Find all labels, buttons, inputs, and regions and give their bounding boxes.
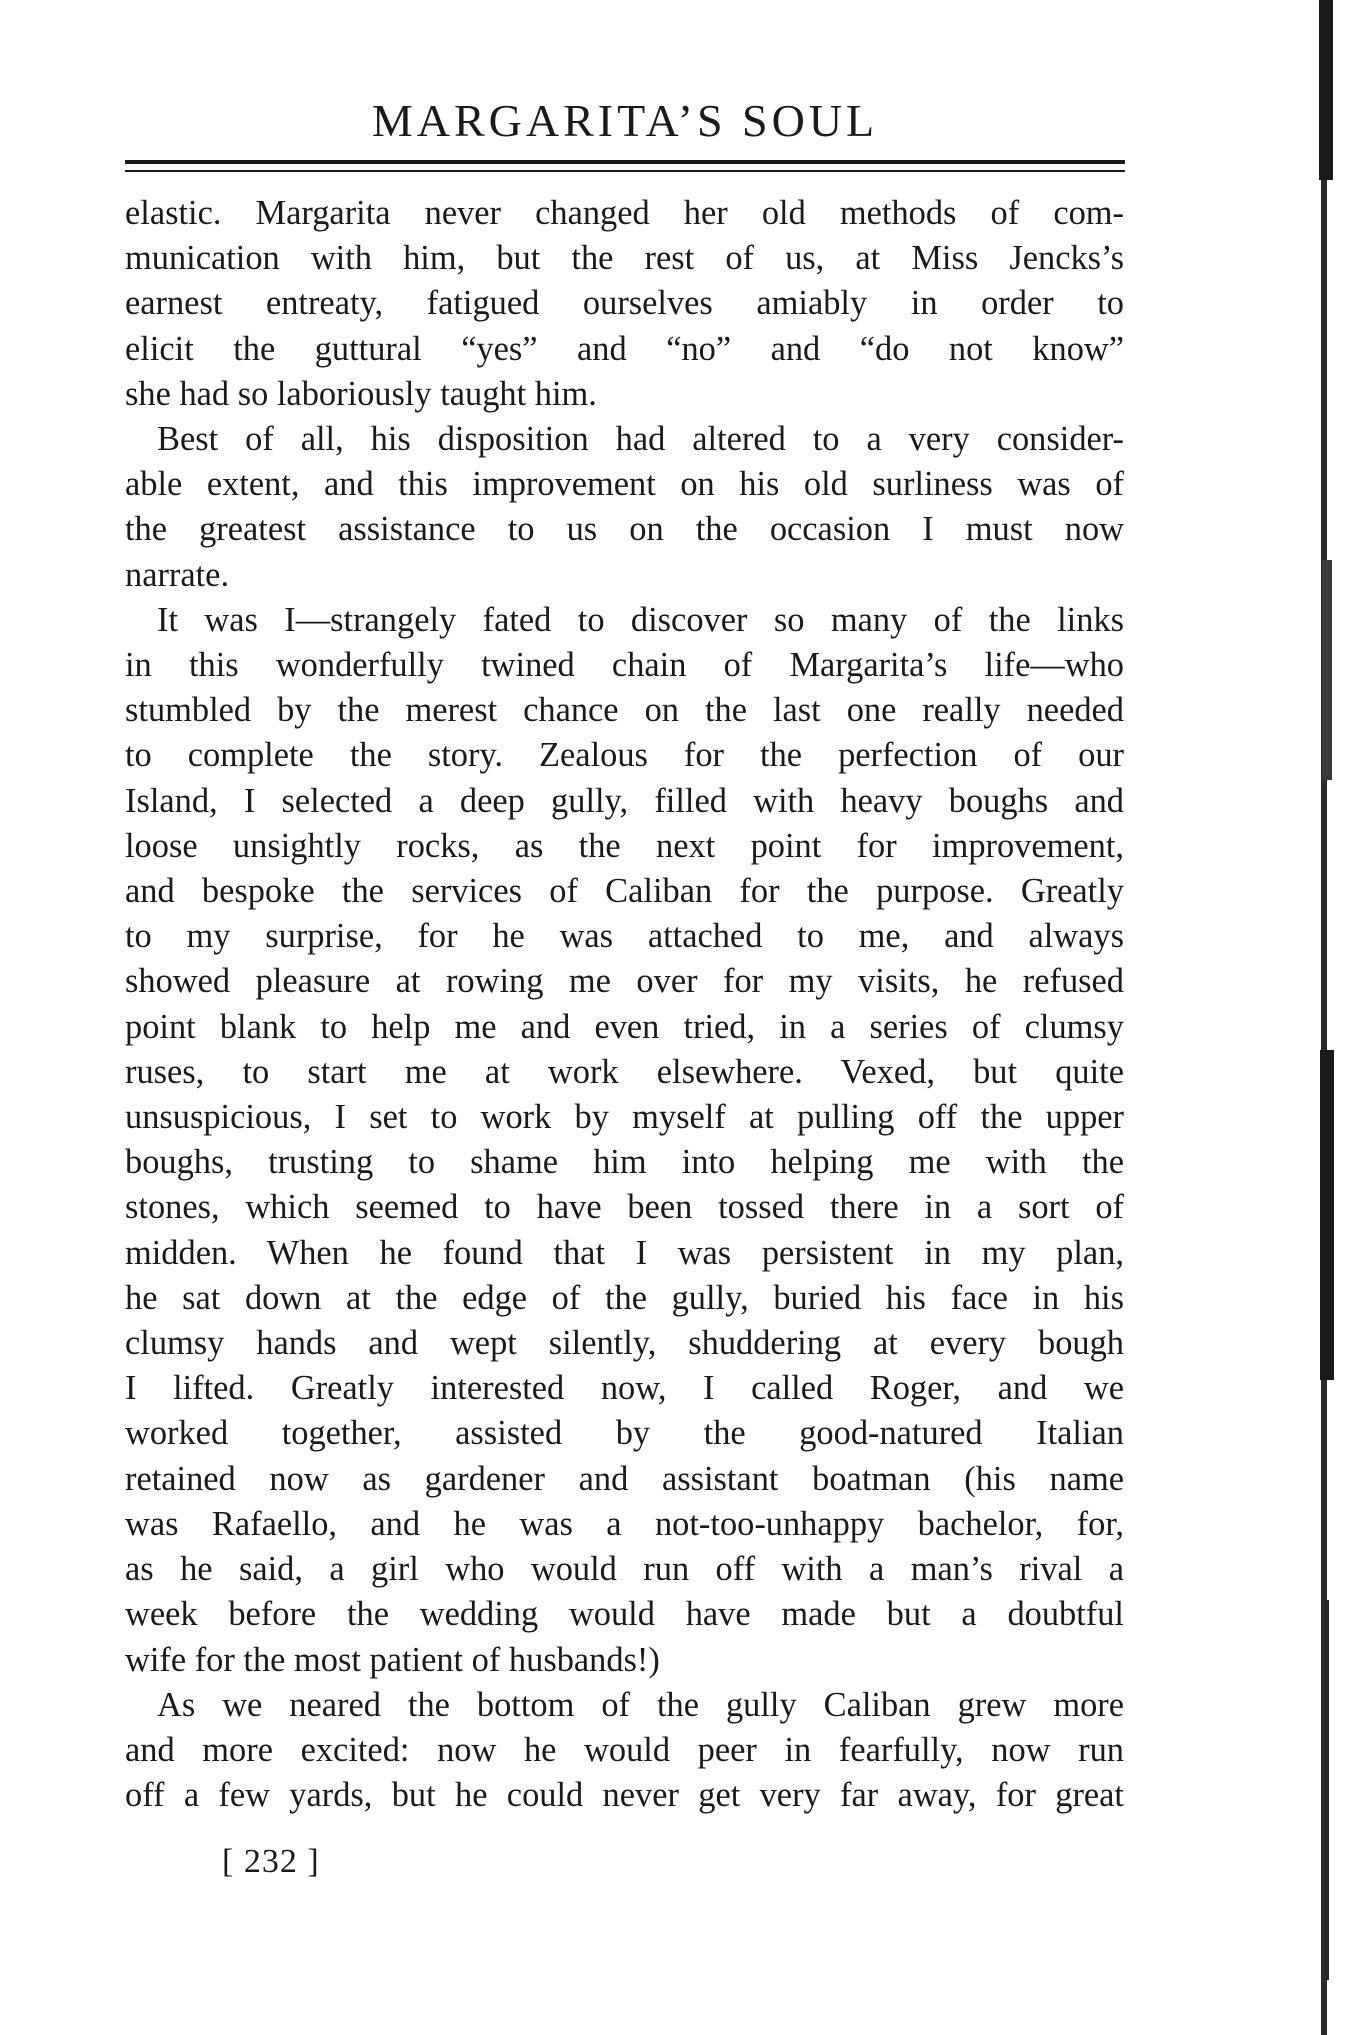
text-line: to complete the story. Zealous for the perfection of our <box>125 736 1124 775</box>
text-line: midden. When he found that I was persistent in my plan, <box>125 1233 1124 1272</box>
text-line: elastic. Margarita never changed her old methods of com- <box>125 194 1124 232</box>
text-line: narrate. <box>125 555 230 594</box>
text-line: stumbled by the merest chance on the last one really needed <box>125 691 1124 730</box>
text-line: Best of all, his disposition had altered to a very consider- <box>157 420 1124 459</box>
text-line: unsuspicious, I set to work by myself at pulling off the upper <box>125 1098 1124 1137</box>
paragraph <box>125 417 1124 598</box>
text-line: was Rafaello, and he was a not-too-unhappy bachelor, for, <box>125 1504 1124 1543</box>
text-line: loose unsightly rocks, as the next point for improvement, <box>125 826 1124 865</box>
text-line: worked together, assisted by the good-natured Italian <box>125 1414 1124 1453</box>
binding-edge-shadow <box>1315 0 1359 2035</box>
text-line: he sat down at the edge of the gully, buried his face in his <box>125 1278 1124 1317</box>
text-line: the greatest assistance to us on the occasion I must now <box>125 510 1124 549</box>
text-line: elicit the guttural “yes” and “no” and “do not know” <box>125 329 1124 368</box>
text-line: point blank to help me and even tried, in a series of clumsy <box>125 1007 1124 1046</box>
body-text <box>125 191 1124 1818</box>
text-line: off a few yards, but he could never get very far away, for great <box>125 1776 1124 1815</box>
text-line: and bespoke the services of Caliban for the purpose. Greatly <box>125 872 1124 911</box>
text-line: clumsy hands and wept silently, shuddering at every bough <box>125 1324 1124 1363</box>
text-line: in this wonderfully twined chain of Margarita’s life—who <box>125 646 1124 685</box>
text-line: retained now as gardener and assistant boatman (his name <box>125 1459 1124 1498</box>
header-rule-thick <box>125 160 1125 164</box>
text-line: showed pleasure at rowing me over for my visits, he refused <box>125 962 1124 1001</box>
text-line: she had so laboriously taught him. <box>125 374 597 413</box>
paragraph <box>125 191 1124 417</box>
text-line: able extent, and this improvement on his old surliness was of <box>125 465 1124 504</box>
text-line: I lifted. Greatly interested now, I called Roger, and we <box>125 1369 1124 1408</box>
text-line: It was I—strangely fated to discover so many of the links <box>157 600 1124 639</box>
text-line: ruses, to start me at work elsewhere. Vexed, but quite <box>125 1052 1124 1091</box>
running-title: MARGARITA’S SOUL <box>371 95 879 146</box>
text-line: to my surprise, for he was attached to me, and always <box>125 917 1124 956</box>
page-number: [ 232 ] <box>222 1843 320 1880</box>
text-line: week before the wedding would have made but a doubtful <box>125 1595 1124 1634</box>
text-line: Island, I selected a deep gully, filled with heavy boughs and <box>125 781 1124 820</box>
text-line: stones, which seemed to have been tossed there in a sort of <box>125 1188 1124 1227</box>
text-line: as he said, a girl who would run off with a man’s rival a <box>125 1550 1124 1589</box>
paragraph <box>125 598 1124 1683</box>
text-line: boughs, trusting to shame him into helping me with the <box>125 1143 1124 1182</box>
text-line: earnest entreaty, fatigued ourselves amiably in order to <box>125 284 1124 323</box>
text-line: and more excited: now he would peer in fearfully, now run <box>125 1730 1124 1769</box>
text-line: munication with him, but the rest of us, at Miss Jencks’s <box>125 239 1124 278</box>
paragraph <box>125 1683 1124 1819</box>
text-line: wife for the most patient of husbands!) <box>125 1640 660 1679</box>
text-line: As we neared the bottom of the gully Caliban grew more <box>157 1685 1124 1724</box>
header-rule-thin <box>125 170 1125 172</box>
